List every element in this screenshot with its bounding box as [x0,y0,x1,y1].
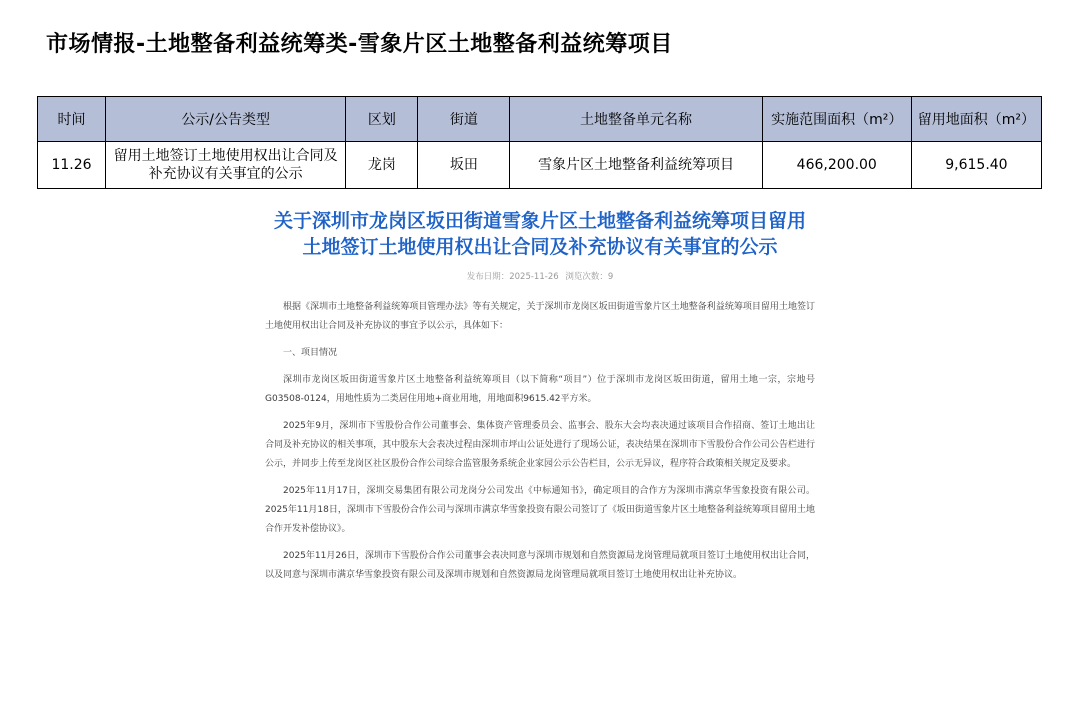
cell-retained-land-area: 9,615.40 [911,142,1041,189]
article-meta [265,270,815,282]
column-header-unit-name: 土地整备单元名称 [510,97,762,142]
cell-implementation-area: 466,200.00 [762,142,911,189]
column-header-street: 街道 [418,97,510,142]
article-paragraph: 根据《深圳市土地整备利益统筹项目管理办法》等有关规定，关于深圳市龙岗区坂田街道雪象片区土地整备利益统筹项目留用土地签订土地使用权出让合同及补充协议的事宜予以公示，具体如下： [265,302,815,331]
view-count: 浏览次数：9 [565,272,614,282]
column-header-time: 时间 [38,97,106,142]
article-paragraph: 2025年11月17日，深圳交易集团有限公司龙岗分公司发出《中标通知书》，确定项目的合作方为深圳市满京华雪象投资有限公司。2025年11月18日，深圳市下雪股份合作公司与深圳市满京华雪象投资有限公司签订了《坂田街道雪象片区土地整备利益统筹项目留用土地合作开发补偿协议》。 [265,486,815,534]
project-summary-table [37,96,1042,189]
publish-date: 发布日期：2025-11-26 [466,272,559,282]
section-heading: 一、项目情况 [283,348,338,358]
cell-unit-name: 雪象片区土地整备利益统筹项目 [510,142,762,189]
cell-time: 11.26 [38,142,106,189]
table-header-row [38,97,1042,142]
cell-street: 坂田 [418,142,510,189]
article-paragraph: 2025年11月26日，深圳市下雪股份合作公司董事会表决同意与深圳市规划和自然资源局龙岗管理局就项目签订土地使用权出让合同，以及同意与深圳市满京华雪象投资有限公司及深圳市规划和自然资源局龙岗管理局就项目签订土地使用权出让补充协议。 [265,551,815,580]
column-header-implementation-area: 实施范围面积（m²） [762,97,911,142]
column-header-notice-type: 公示/公告类型 [106,97,346,142]
cell-notice-type: 留用土地签订土地使用权出让合同及补充协议有关事宜的公示 [106,142,346,189]
article-paragraph: 2025年9月，深圳市下雪股份合作公司董事会、集体资产管理委员会、监事会、股东大会均表决通过该项目合作招商、签订土地出让合同及补充协议的相关事项，其中股东大会表决过程由深圳市坪山公证处进行了现场公证，表决结果在深圳市下雪股份合作公司公告栏进行公示，并同步上传至龙岗区社区股份合作公司综合监管服务系统企业家园公示公告栏目，公示无异议，程序符合政策相关规定及要求。 [265,421,815,469]
column-header-district: 区划 [346,97,418,142]
cell-district: 龙岗 [346,142,418,189]
article-paragraph: 深圳市龙岗区坂田街道雪象片区土地整备利益统筹项目（以下简称“项目”）位于深圳市龙岗区坂田街道，留用土地一宗，宗地号G03508-0124，用地性质为二类居住用地+商业用地，用地面积9615.42平方米。 [265,375,815,404]
article-body [265,298,815,585]
announcement-article [265,208,815,593]
article-title: 关于深圳市龙岗区坂田街道雪象片区土地整备利益统筹项目留用土地签订土地使用权出让合同及补充协议有关事宜的公示 [273,210,806,258]
column-header-retained-land-area: 留用地面积（m²） [911,97,1041,142]
table-row [38,142,1042,189]
page-title: 市场情报-土地整备利益统筹类-雪象片区土地整备利益统筹项目 [46,32,673,57]
